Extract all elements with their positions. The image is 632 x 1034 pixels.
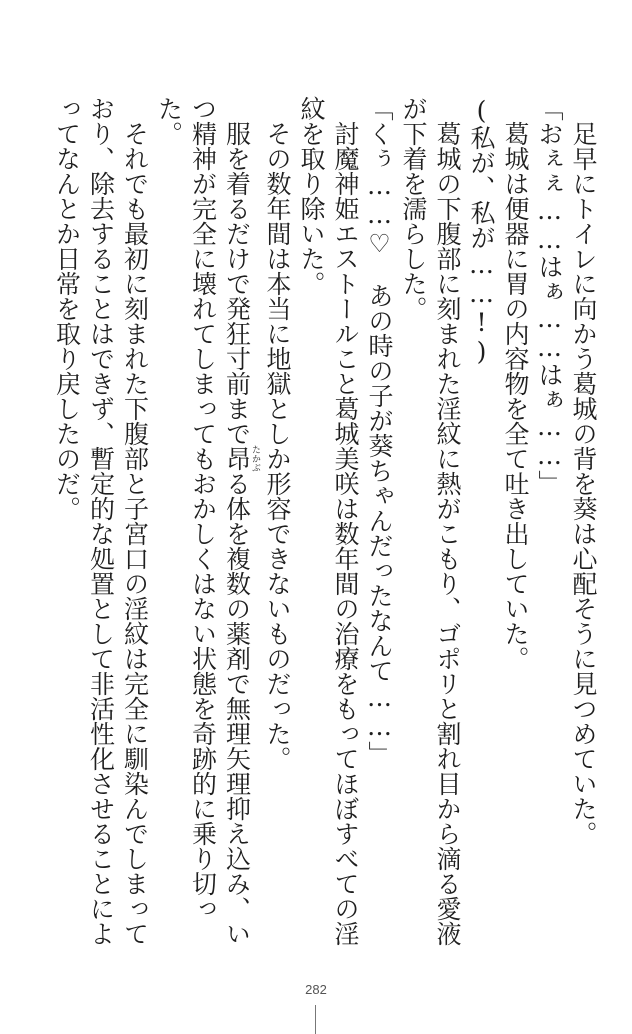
paragraph-5: その数年間は本当に地獄としか形容できないものだった。 [263, 121, 292, 771]
ruby-reading: たかぶ [250, 445, 260, 472]
ruby-base: 昂 [222, 445, 252, 472]
page-number-rule [315, 1005, 316, 1034]
inner-thought: (私が、私が……!) [467, 96, 496, 366]
paragraph-3: 葛城の下腹部に刻まれた淫紋に熱がこもり、ゴポリと割れ目から滴る愛液が下着を濡らした。 [399, 96, 462, 946]
paragraph-6-text-a: 服を着るだけで発狂寸前まで [222, 121, 252, 446]
paragraph-7: それでも最初に刻まれた下腹部と子宮口の淫紋は完全に馴染んでしまっており、除去することはできず、暫定的な処置として非活性化させることによってなんとか日常を取り戻したのだ。 [52, 96, 150, 946]
paragraph-2: 葛城は便器に胃の内容物を全て吐き出していた。 [501, 121, 530, 671]
page-number: 282 [305, 982, 327, 997]
paragraph-4: 討魔神姫エストールこと葛城美咲は数年間の治療をもってほぼすべての淫紋を取り除いた。 [297, 96, 360, 946]
paragraph-1: 足早にトイレに向かう葛城の背を葵は心配そうに見つめていた。 [569, 121, 598, 846]
page-footer [0, 980, 632, 1000]
paragraph-6 [152, 96, 261, 956]
vertical-text-block [50, 96, 601, 956]
ruby-word [222, 445, 260, 472]
dialogue-1: 「おぇぇ……はぁ……はぁ……」 [535, 96, 564, 495]
dialogue-2: 「くぅ……♡ あの時の子が葵ちゃんだったなんて……」 [365, 96, 394, 766]
paragraph-6-text-b: る体を複数の薬剤で無理矢理抑え込み、いつ精神が完全に壊れてしまってもおかしくはない状態を奇跡的に乗り切った。 [154, 96, 252, 946]
